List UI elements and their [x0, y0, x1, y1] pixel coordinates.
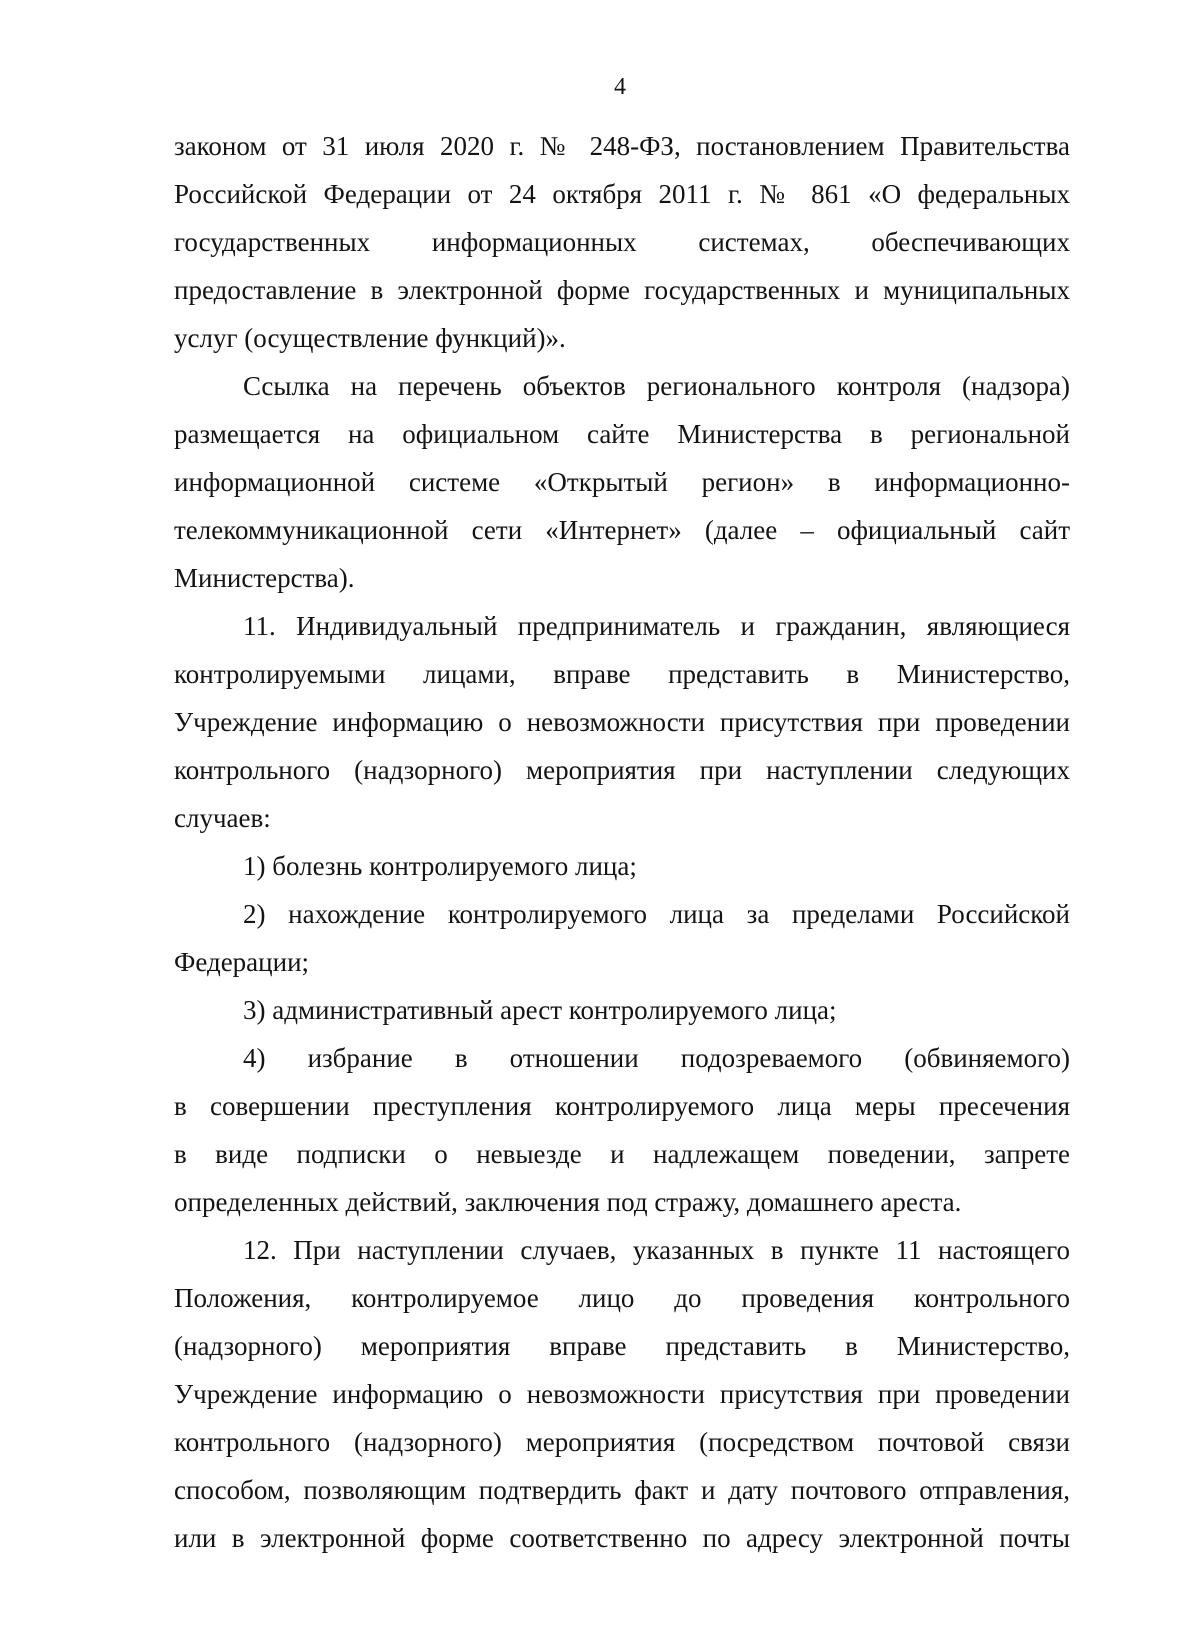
- paragraph-2: [174, 362, 1070, 602]
- text-line: случаев:: [174, 803, 271, 833]
- paragraph-7: [174, 1034, 1070, 1226]
- text-line: размещается на официальном сайте Министерства в региональной: [174, 419, 1070, 449]
- paragraph-4: [174, 842, 1070, 890]
- text-line: 12. При наступлении случаев, указанных в пункте 11 настоящего: [243, 1235, 1070, 1265]
- page-number: 4: [614, 74, 626, 100]
- text-line: контрольного (надзорного) мероприятия (посредством почтовой связи: [174, 1427, 1070, 1457]
- paragraph-6: [174, 986, 1070, 1034]
- text-line: определенных действий, заключения под стражу, домашнего ареста.: [174, 1187, 962, 1217]
- text-line: Российской Федерации от 24 октября 2011 г. № 861 «О федеральных: [174, 179, 1070, 209]
- text-line: услуг (осуществление функций)».: [174, 323, 566, 353]
- paragraph-1: [174, 122, 1070, 362]
- text-line: 4) избрание в отношении подозреваемого (обвиняемого): [243, 1043, 1070, 1073]
- text-line: Положения, контролируемое лицо до проведения контрольного: [174, 1283, 1070, 1313]
- text-line: в виде подписки о невыезде и надлежащем поведении, запрете: [174, 1139, 1070, 1169]
- text-line: Министерства).: [174, 563, 355, 593]
- text-line: информационной системе «Открытый регион» в информационно-: [174, 467, 1070, 497]
- text-line: контрольного (надзорного) мероприятия при наступлении следующих: [174, 755, 1070, 785]
- paragraph-5: [174, 890, 1070, 986]
- text-line: телекоммуникационной сети «Интернет» (далее – официальный сайт: [174, 515, 1070, 545]
- text-line: 11. Индивидуальный предприниматель и гражданин, являющиеся: [243, 611, 1070, 641]
- text-line: способом, позволяющим подтвердить факт и дату почтового отправления,: [174, 1475, 1070, 1505]
- text-line: Ссылка на перечень объектов регионального контроля (надзора): [243, 371, 1070, 401]
- text-line: контролируемыми лицами, вправе представить в Министерство,: [174, 659, 1070, 689]
- text-line: (надзорного) мероприятия вправе представить в Министерство,: [174, 1331, 1070, 1361]
- text-line: Учреждение информацию о невозможности присутствия при проведении: [174, 1379, 1070, 1409]
- text-line: Учреждение информацию о невозможности присутствия при проведении: [174, 707, 1070, 737]
- text-line: Федерации;: [174, 947, 310, 977]
- paragraph-3: [174, 602, 1070, 842]
- text-line: 1) болезнь контролируемого лица;: [243, 851, 637, 881]
- text-line: или в электронной форме соответственно по адресу электронной почты: [174, 1523, 1070, 1553]
- paragraph-8: [174, 1226, 1070, 1562]
- text-line: государственных информационных системах, обеспечивающих: [174, 227, 1070, 257]
- text-line: 3) административный арест контролируемого лица;: [243, 995, 837, 1025]
- document-body: [174, 122, 1070, 1562]
- text-line: в совершении преступления контролируемого лица меры пресечения: [174, 1091, 1070, 1121]
- text-line: законом от 31 июля 2020 г. № 248-ФЗ, постановлением Правительства: [174, 131, 1070, 161]
- text-line: 2) нахождение контролируемого лица за пределами Российской: [243, 899, 1070, 929]
- text-line: предоставление в электронной форме государственных и муниципальных: [174, 275, 1070, 305]
